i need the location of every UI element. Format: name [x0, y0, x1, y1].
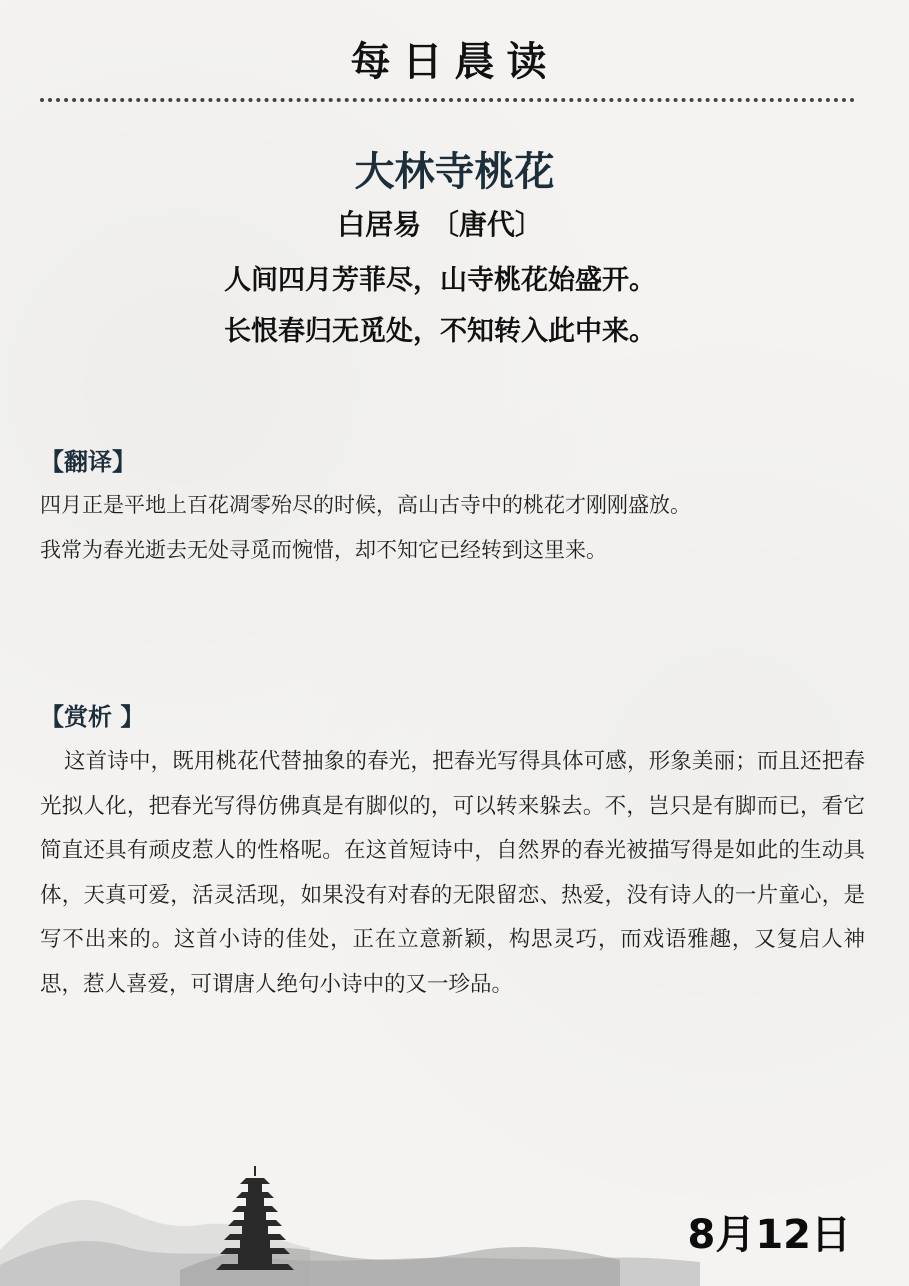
translation-line-1: 四月正是平地上百花凋零殆尽的时候，高山古寺中的桃花才刚刚盛放。 — [40, 493, 691, 517]
appreciation-heading: 【赏析 】 — [40, 703, 145, 731]
dotted-divider — [40, 98, 855, 102]
translation-line-2: 我常为春光逝去无处寻觅而惋惜，却不知它已经转到这里来。 — [40, 538, 607, 562]
date-label: 8月12日 — [687, 1212, 851, 1258]
translation-heading: 【翻译】 — [40, 448, 136, 476]
poem-line-2: 长恨春归无觅处，不知转入此中来。 — [224, 316, 656, 347]
poem-title: 大林寺桃花 — [354, 149, 555, 195]
page-title: 每日晨读 — [350, 39, 559, 85]
poem-line-1: 人间四月芳菲尽，山寺桃花始盛开。 — [224, 265, 656, 296]
appreciation-text: 这首诗中，既用桃花代替抽象的春光，把春光写得具体可感，形象美丽；而且还把春光拟人化，把春光写得仿佛真是有脚似的，可以转来躲去。不，岂只是有脚而已，看它简直还具有顽皮惹人的性格呢。在这首短诗中，自然界的春光被描写得是如此的生动具体，天真可爱，活灵活现，如果没有对春的无限留恋、热爱，没有诗人的一片童心，是写不出来的。这首小诗的佳处，正在立意新颖，构思灵巧，而戏语雅趣，又复启人神思，惹人喜爱，可谓唐人绝句小诗中的又一珍品。 — [40, 749, 865, 997]
poem-author: 白居易 〔唐代〕 — [337, 208, 543, 241]
ink-landscape-illustration — [0, 1130, 700, 1286]
